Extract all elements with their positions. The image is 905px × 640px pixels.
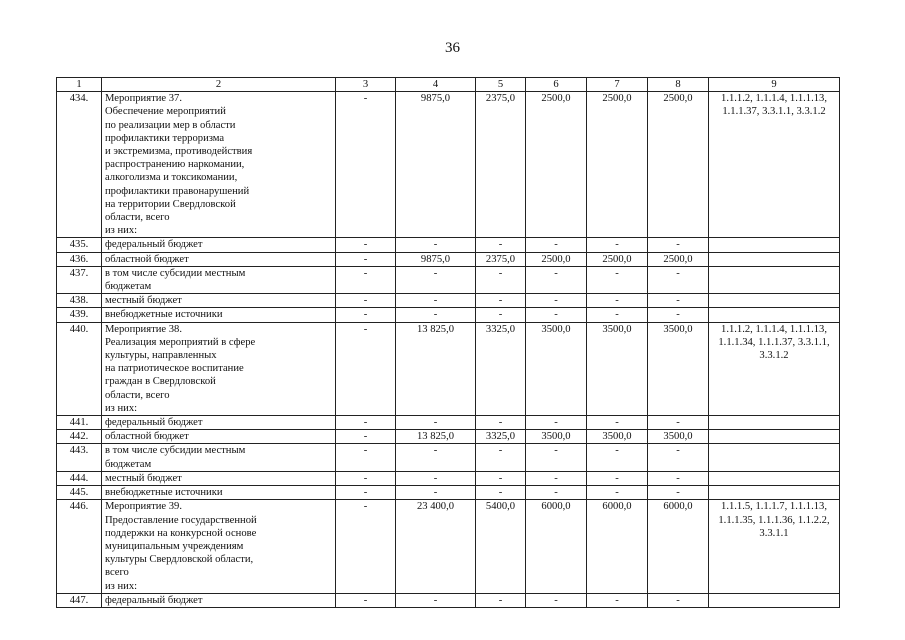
value-cell-7: -	[587, 471, 648, 485]
value-cell-7: 6000,0	[587, 500, 648, 593]
table-row	[57, 416, 840, 430]
row-number-cell: 446.	[57, 500, 102, 593]
value-cell-7: -	[587, 238, 648, 252]
header-cell: 6	[526, 78, 587, 92]
row-name-cell: Мероприятие 39. Предоставление государственной поддержки на конкурсной основе муниципальным учреждениям культуры Свердловской области, всего из них:	[102, 500, 336, 593]
value-cell-5: -	[476, 294, 526, 308]
value-cell-6: 3500,0	[526, 430, 587, 444]
value-cell-6: 6000,0	[526, 500, 587, 593]
row-number-cell: 441.	[57, 416, 102, 430]
value-cell-8: 3500,0	[648, 430, 709, 444]
value-cell-5: -	[476, 486, 526, 500]
header-cell: 5	[476, 78, 526, 92]
value-cell-4: -	[396, 308, 476, 322]
row-name-cell: федеральный бюджет	[102, 593, 336, 607]
target-refs-cell	[709, 444, 840, 471]
value-cell-3: -	[336, 252, 396, 266]
target-refs-cell	[709, 486, 840, 500]
value-cell-4: 13 825,0	[396, 322, 476, 415]
value-cell-4: -	[396, 593, 476, 607]
row-name-cell: Мероприятие 38. Реализация мероприятий в сфере культуры, направленных на патриотическое воспитание граждан в Свердловской области, всего из них:	[102, 322, 336, 415]
row-name-cell: внебюджетные источники	[102, 486, 336, 500]
value-cell-3: -	[336, 238, 396, 252]
target-refs-cell	[709, 593, 840, 607]
value-cell-4: -	[396, 294, 476, 308]
value-cell-8: 2500,0	[648, 92, 709, 238]
value-cell-8: -	[648, 266, 709, 293]
table-row	[57, 322, 840, 415]
value-cell-5: -	[476, 308, 526, 322]
row-number-cell: 440.	[57, 322, 102, 415]
value-cell-6: -	[526, 593, 587, 607]
value-cell-6: -	[526, 486, 587, 500]
value-cell-3: -	[336, 266, 396, 293]
value-cell-3: -	[336, 294, 396, 308]
table-row	[57, 486, 840, 500]
value-cell-6: -	[526, 238, 587, 252]
value-cell-8: -	[648, 294, 709, 308]
value-cell-4: -	[396, 486, 476, 500]
row-name-cell: местный бюджет	[102, 294, 336, 308]
row-number-cell: 435.	[57, 238, 102, 252]
header-cell: 4	[396, 78, 476, 92]
value-cell-6: -	[526, 294, 587, 308]
value-cell-8: -	[648, 416, 709, 430]
value-cell-7: -	[587, 294, 648, 308]
value-cell-6: -	[526, 444, 587, 471]
row-number-cell: 443.	[57, 444, 102, 471]
row-name-cell: Мероприятие 37. Обеспечение мероприятий по реализации мер в области профилактики терроризма и экстремизма, противодействия распространению наркомании, алкоголизма и токсикомании, профилактики правонарушений на территории Свердловской области, всего из них:	[102, 92, 336, 238]
budget-table	[56, 77, 840, 608]
value-cell-8: 2500,0	[648, 252, 709, 266]
value-cell-3: -	[336, 416, 396, 430]
value-cell-4: 23 400,0	[396, 500, 476, 593]
value-cell-5: 3325,0	[476, 430, 526, 444]
value-cell-5: 2375,0	[476, 252, 526, 266]
row-name-cell: федеральный бюджет	[102, 416, 336, 430]
row-number-cell: 438.	[57, 294, 102, 308]
target-refs-cell	[709, 294, 840, 308]
value-cell-3: -	[336, 322, 396, 415]
table-row	[57, 266, 840, 293]
value-cell-7: -	[587, 444, 648, 471]
row-name-cell: в том числе субсидии местным бюджетам	[102, 444, 336, 471]
row-number-cell: 439.	[57, 308, 102, 322]
target-refs-cell	[709, 308, 840, 322]
value-cell-8: 3500,0	[648, 322, 709, 415]
value-cell-4: 9875,0	[396, 92, 476, 238]
row-name-cell: внебюджетные источники	[102, 308, 336, 322]
header-cell: 8	[648, 78, 709, 92]
value-cell-3: -	[336, 444, 396, 471]
table-row	[57, 593, 840, 607]
target-refs-cell	[709, 252, 840, 266]
value-cell-7: -	[587, 266, 648, 293]
value-cell-5: 2375,0	[476, 92, 526, 238]
table-row	[57, 430, 840, 444]
value-cell-4: 13 825,0	[396, 430, 476, 444]
value-cell-3: -	[336, 92, 396, 238]
value-cell-3: -	[336, 430, 396, 444]
value-cell-7: 3500,0	[587, 322, 648, 415]
header-row	[57, 78, 840, 92]
value-cell-5: -	[476, 416, 526, 430]
value-cell-4: -	[396, 416, 476, 430]
value-cell-5: 5400,0	[476, 500, 526, 593]
table-row	[57, 500, 840, 593]
row-name-cell: федеральный бюджет	[102, 238, 336, 252]
value-cell-7: -	[587, 308, 648, 322]
value-cell-4: -	[396, 266, 476, 293]
row-name-cell: в том числе субсидии местным бюджетам	[102, 266, 336, 293]
row-number-cell: 442.	[57, 430, 102, 444]
value-cell-8: 6000,0	[648, 500, 709, 593]
row-number-cell: 436.	[57, 252, 102, 266]
value-cell-3: -	[336, 593, 396, 607]
value-cell-4: -	[396, 444, 476, 471]
value-cell-7: 2500,0	[587, 252, 648, 266]
value-cell-5: 3325,0	[476, 322, 526, 415]
row-number-cell: 437.	[57, 266, 102, 293]
value-cell-4: -	[396, 471, 476, 485]
value-cell-3: -	[336, 471, 396, 485]
value-cell-5: -	[476, 471, 526, 485]
value-cell-7: -	[587, 416, 648, 430]
table-row	[57, 471, 840, 485]
value-cell-6: 2500,0	[526, 252, 587, 266]
table-row	[57, 444, 840, 471]
value-cell-8: -	[648, 308, 709, 322]
value-cell-8: -	[648, 471, 709, 485]
table-row	[57, 294, 840, 308]
target-refs-cell	[709, 266, 840, 293]
value-cell-6: -	[526, 308, 587, 322]
value-cell-8: -	[648, 444, 709, 471]
header-cell: 9	[709, 78, 840, 92]
value-cell-5: -	[476, 238, 526, 252]
value-cell-4: 9875,0	[396, 252, 476, 266]
target-refs-cell	[709, 471, 840, 485]
value-cell-5: -	[476, 444, 526, 471]
value-cell-7: 2500,0	[587, 92, 648, 238]
value-cell-8: -	[648, 486, 709, 500]
table-row	[57, 308, 840, 322]
target-refs-cell: 1.1.1.2, 1.1.1.4, 1.1.1.13, 1.1.1.37, 3.3.1.1, 3.3.1.2	[709, 92, 840, 238]
row-name-cell: областной бюджет	[102, 430, 336, 444]
target-refs-cell	[709, 430, 840, 444]
value-cell-5: -	[476, 266, 526, 293]
row-number-cell: 447.	[57, 593, 102, 607]
header-cell: 2	[102, 78, 336, 92]
value-cell-6: 2500,0	[526, 92, 587, 238]
value-cell-6: -	[526, 266, 587, 293]
row-name-cell: местный бюджет	[102, 471, 336, 485]
header-cell: 3	[336, 78, 396, 92]
value-cell-8: -	[648, 593, 709, 607]
value-cell-4: -	[396, 238, 476, 252]
value-cell-5: -	[476, 593, 526, 607]
value-cell-6: -	[526, 416, 587, 430]
row-number-cell: 444.	[57, 471, 102, 485]
target-refs-cell	[709, 416, 840, 430]
value-cell-6: 3500,0	[526, 322, 587, 415]
row-name-cell: областной бюджет	[102, 252, 336, 266]
value-cell-7: 3500,0	[587, 430, 648, 444]
value-cell-7: -	[587, 593, 648, 607]
value-cell-8: -	[648, 238, 709, 252]
row-number-cell: 434.	[57, 92, 102, 238]
value-cell-6: -	[526, 471, 587, 485]
header-cell: 1	[57, 78, 102, 92]
value-cell-7: -	[587, 486, 648, 500]
target-refs-cell: 1.1.1.5, 1.1.1.7, 1.1.1.13, 1.1.1.35, 1.1.1.36, 1.1.2.2, 3.3.1.1	[709, 500, 840, 593]
target-refs-cell: 1.1.1.2, 1.1.1.4, 1.1.1.13, 1.1.1.34, 1.1.1.37, 3.3.1.1, 3.3.1.2	[709, 322, 840, 415]
table-row	[57, 238, 840, 252]
target-refs-cell	[709, 238, 840, 252]
value-cell-3: -	[336, 500, 396, 593]
header-cell: 7	[587, 78, 648, 92]
page-number: 36	[445, 40, 460, 56]
value-cell-3: -	[336, 486, 396, 500]
value-cell-3: -	[336, 308, 396, 322]
table-row	[57, 92, 840, 238]
row-number-cell: 445.	[57, 486, 102, 500]
table-row	[57, 252, 840, 266]
